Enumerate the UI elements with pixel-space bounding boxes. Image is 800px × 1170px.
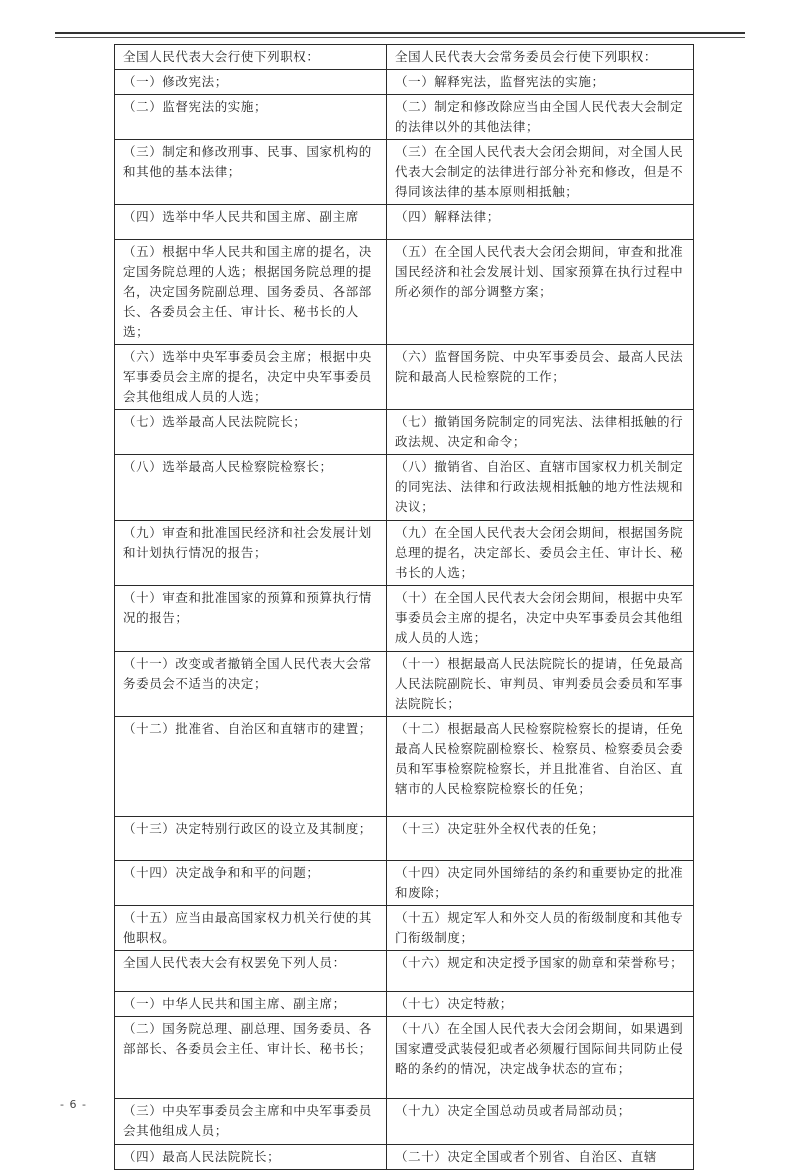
table-row <box>115 45 694 70</box>
table-cell-left: （五）根据中华人民共和国主席的提名，决定国务院总理的人选；根据国务院总理的提名，决定国务院副总理、国务委员、各部部长、各委员会主任、审计长、秘书长的人选； <box>115 240 387 345</box>
table-cell-left: （十三）决定特别行政区的设立及其制度； <box>115 817 387 861</box>
table-row <box>115 95 694 140</box>
table-row <box>115 70 694 95</box>
table-row <box>115 1017 694 1099</box>
table-cell-left: （十）审查和批准国家的预算和预算执行情况的报告； <box>115 586 387 652</box>
table-cell-left: （十五）应当由最高国家权力机关行使的其他职权。 <box>115 906 387 951</box>
table-cell-right: 全国人民代表大会常务委员会行使下列职权： <box>387 45 694 70</box>
table-row <box>115 455 694 521</box>
table-cell-left: （一）修改宪法； <box>115 70 387 95</box>
table-row <box>115 906 694 951</box>
table-row <box>115 992 694 1017</box>
table-cell-left: （十四）决定战争和和平的问题； <box>115 861 387 906</box>
table-cell-left: 全国人民代表大会有权罢免下列人员： <box>115 951 387 992</box>
table-cell-right: （二十）决定全国或者个别省、自治区、直辖 <box>387 1145 694 1170</box>
table-cell-right: （十八）在全国人民代表大会闭会期间，如果遇到国家遭受武装侵犯或者必须履行国际间共同防止侵略的条约的情况，决定战争状态的宣布； <box>387 1017 694 1099</box>
table-cell-left: （二）监督宪法的实施； <box>115 95 387 140</box>
table-cell-left: （十二）批准省、自治区和直辖市的建置； <box>115 717 387 817</box>
table-row <box>115 1099 694 1145</box>
table-cell-left: 全国人民代表大会行使下列职权： <box>115 45 387 70</box>
table-cell-right: （二）制定和修改除应当由全国人民代表大会制定的法律以外的其他法律； <box>387 95 694 140</box>
table-row <box>115 652 694 717</box>
table-cell-right: （四）解释法律； <box>387 205 694 240</box>
table-row <box>115 240 694 345</box>
table-row <box>115 586 694 652</box>
table-row <box>115 410 694 455</box>
table-cell-right: （十一）根据最高人民法院院长的提请，任免最高人民法院副院长、审判员、审判委员会委员和军事法院院长； <box>387 652 694 717</box>
table-row <box>115 205 694 240</box>
table-cell-right: （十七）决定特赦； <box>387 992 694 1017</box>
table-cell-right: （八）撤销省、自治区、直辖市国家权力机关制定的同宪法、法律和行政法规相抵触的地方性法规和决议； <box>387 455 694 521</box>
table-cell-right: （十九）决定全国总动员或者局部动员； <box>387 1099 694 1145</box>
table-row <box>115 345 694 410</box>
table-row <box>115 140 694 205</box>
table-cell-left: （三）制定和修改刑事、民事、国家机构的和其他的基本法律； <box>115 140 387 205</box>
table-cell-right: （三）在全国人民代表大会闭会期间，对全国人民代表大会制定的法律进行部分补充和修改，但是不得同该法律的基本原则相抵触； <box>387 140 694 205</box>
table-cell-right: （十三）决定驻外全权代表的任免； <box>387 817 694 861</box>
table-row <box>115 521 694 586</box>
table-cell-right: （五）在全国人民代表大会闭会期间，审查和批准国民经济和社会发展计划、国家预算在执行过程中所必须作的部分调整方案； <box>387 240 694 345</box>
table-cell-right: （七）撤销国务院制定的同宪法、法律相抵触的行政法规、决定和命令； <box>387 410 694 455</box>
table-cell-right: （十）在全国人民代表大会闭会期间，根据中央军事委员会主席的提名，决定中央军事委员会其他组成人员的人选； <box>387 586 694 652</box>
table-cell-left: （三）中央军事委员会主席和中央军事委员会其他组成人员； <box>115 1099 387 1145</box>
table-cell-left: （七）选举最高人民法院院长； <box>115 410 387 455</box>
table-cell-left: （四）最高人民法院院长； <box>115 1145 387 1170</box>
table-cell-right: （十五）规定军人和外交人员的衔级制度和其他专门衔级制度； <box>387 906 694 951</box>
table-row <box>115 717 694 817</box>
header-rule-thick <box>55 32 745 34</box>
table-cell-left: （四）选举中华人民共和国主席、副主席 <box>115 205 387 240</box>
table-cell-right: （九）在全国人民代表大会闭会期间，根据国务院总理的提名，决定部长、委员会主任、审计长、秘书长的人选； <box>387 521 694 586</box>
table-cell-left: （一）中华人民共和国主席、副主席； <box>115 992 387 1017</box>
powers-comparison-table <box>114 44 694 1170</box>
table-cell-right: （十四）决定同外国缔结的条约和重要协定的批准和废除； <box>387 861 694 906</box>
table-cell-right: （六）监督国务院、中央军事委员会、最高人民法院和最高人民检察院的工作； <box>387 345 694 410</box>
table-cell-left: （九）审查和批准国民经济和社会发展计划和计划执行情况的报告； <box>115 521 387 586</box>
table-cell-right: （一）解释宪法，监督宪法的实施； <box>387 70 694 95</box>
table-row <box>115 951 694 992</box>
table-cell-left: （十一）改变或者撤销全国人民代表大会常务委员会不适当的决定； <box>115 652 387 717</box>
table-cell-left: （二）国务院总理、副总理、国务委员、各部部长、各委员会主任、审计长、秘书长； <box>115 1017 387 1099</box>
table-row <box>115 1145 694 1170</box>
page-number: - 6 - <box>60 1098 87 1111</box>
table-cell-left: （八）选举最高人民检察院检察长； <box>115 455 387 521</box>
table-cell-right: （十二）根据最高人民检察院检察长的提请，任免最高人民检察院副检察长、检察员、检察委员会委员和军事检察院检察长，并且批准省、自治区、直辖市的人民检察院检察长的任免； <box>387 717 694 817</box>
table-cell-left: （六）选举中央军事委员会主席；根据中央军事委员会主席的提名，决定中央军事委员会其他组成人员的人选； <box>115 345 387 410</box>
table-row <box>115 817 694 861</box>
header-rule-thin <box>55 37 745 38</box>
table-row <box>115 861 694 906</box>
table-cell-right: （十六）规定和决定授予国家的勋章和荣誉称号； <box>387 951 694 992</box>
